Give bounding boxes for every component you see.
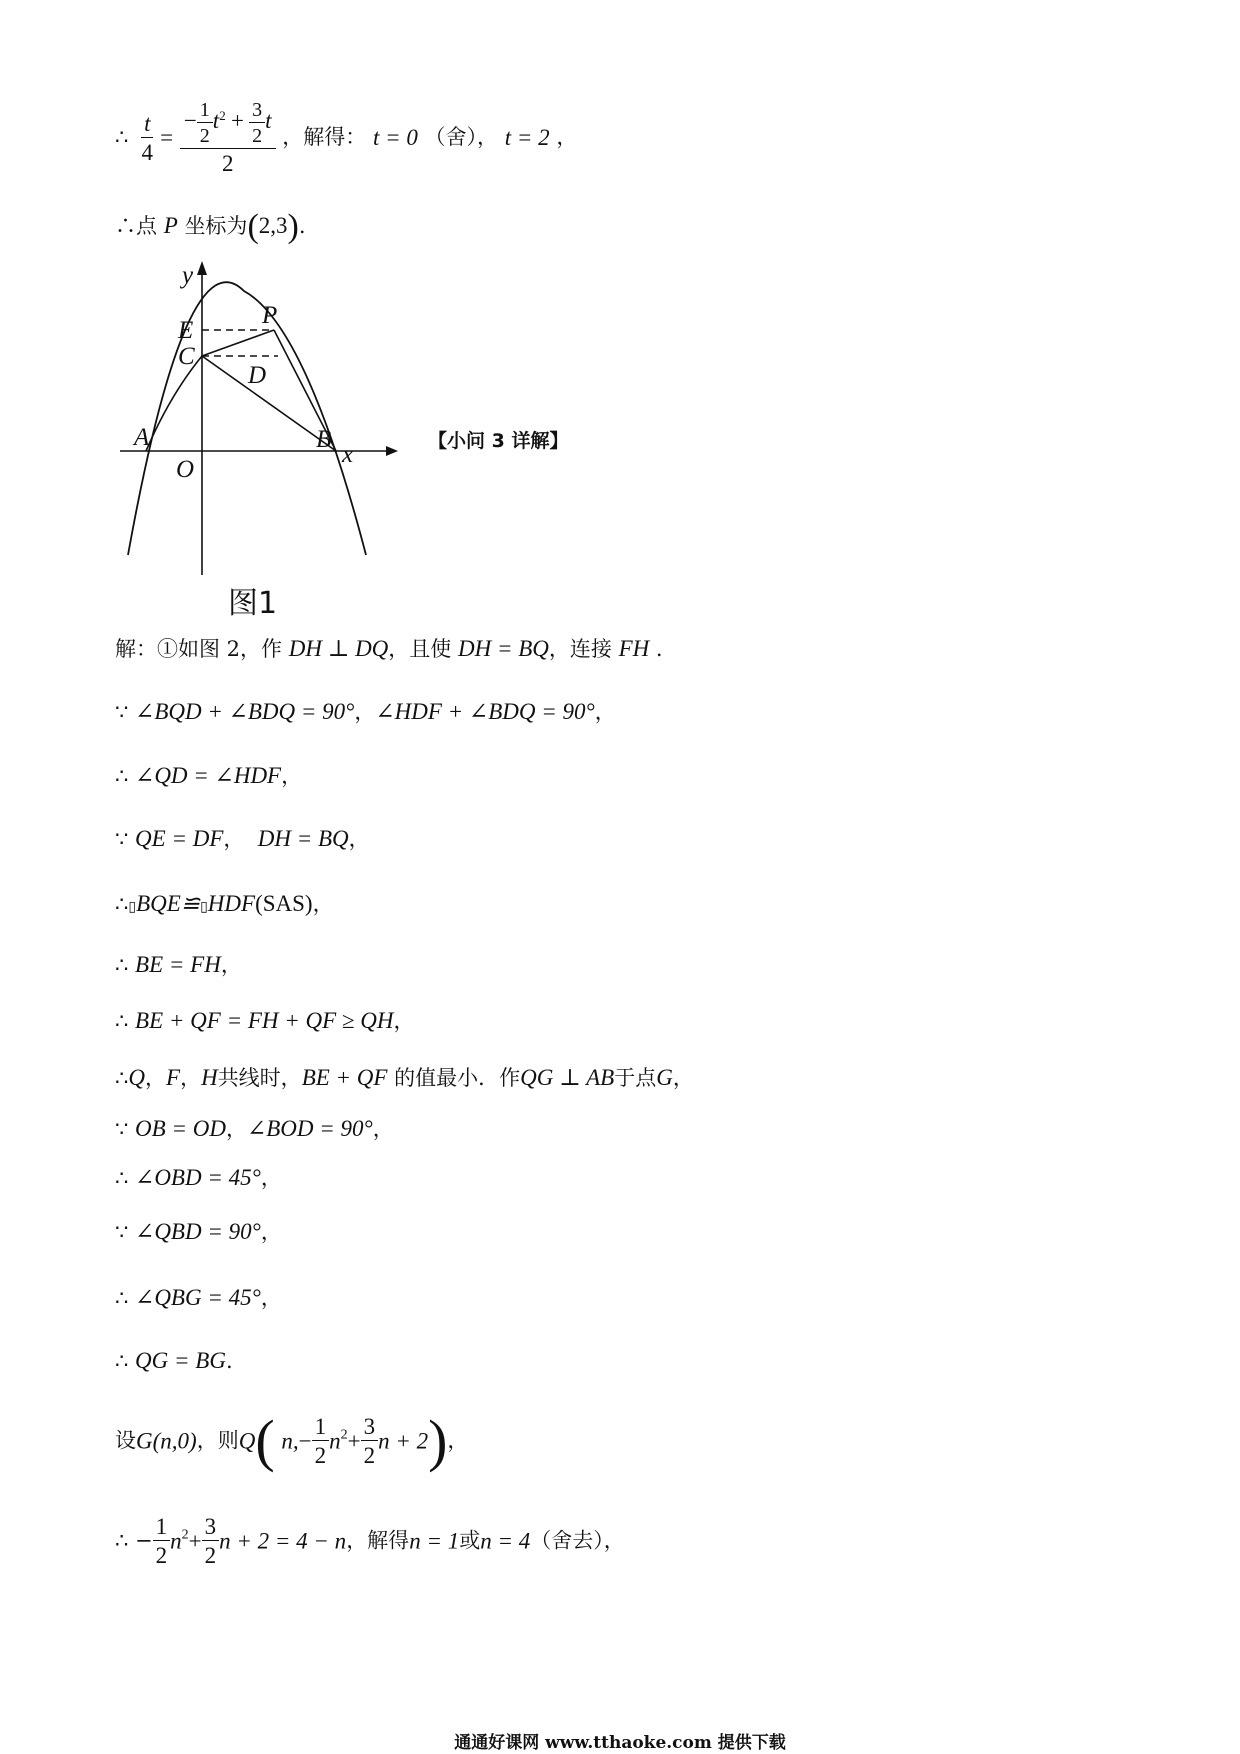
- therefore-symbol: ∴: [115, 125, 129, 149]
- t-var: t: [212, 107, 220, 133]
- solution-2: t = 2: [504, 125, 550, 150]
- math-expr: ∠QBG = 45°: [135, 1285, 261, 1310]
- math-expr: ∠QBD = 90°: [135, 1219, 261, 1244]
- exponent: 2: [181, 1527, 189, 1543]
- figure-1-diagram: [110, 255, 410, 585]
- math-expr: QE = DF: [135, 826, 224, 851]
- label-p: P: [262, 302, 278, 329]
- math-expr: HDF: [207, 891, 256, 916]
- parabola-curve: [128, 282, 366, 555]
- num: 1: [153, 1515, 171, 1541]
- fraction-denominator: 4: [141, 139, 153, 165]
- n-var: n: [329, 1428, 341, 1454]
- n-var: n,: [281, 1428, 299, 1454]
- step-text: ，且使: [388, 637, 458, 661]
- step-12: [115, 1286, 282, 1309]
- math-expr: ∠OBD = 45°: [135, 1165, 261, 1190]
- solution-1: t = 0: [372, 125, 418, 150]
- exponent: 2: [219, 107, 226, 123]
- step-text: 的值最小．作: [387, 1066, 521, 1090]
- coordinate-text: 坐标为: [184, 214, 248, 238]
- solution-n4: n = 4: [480, 1528, 531, 1554]
- step-text: ∵: [115, 700, 136, 724]
- solution-1-note: （舍），: [424, 125, 499, 149]
- three-halves-fraction: [249, 100, 265, 146]
- den: 2: [204, 1543, 217, 1568]
- step-text: 解：①如图 2，作: [115, 637, 289, 661]
- math-expr: BE + QF = FH + QF ≥ QH: [135, 1008, 394, 1033]
- step-10: [115, 1166, 282, 1189]
- step-text: ，: [223, 827, 258, 851]
- therefore-point-text: ∴点: [115, 214, 157, 238]
- equals-sign: =: [160, 125, 174, 150]
- step-text: ，: [145, 1066, 166, 1090]
- step-text: ∴: [115, 1349, 136, 1373]
- line-cp: [202, 330, 274, 356]
- math-expr: H: [201, 1065, 218, 1090]
- fraction-t-over-4: [141, 112, 153, 164]
- step-text: ∴: [115, 1286, 136, 1310]
- math-expr: ∠BOD = 90°: [246, 1116, 373, 1141]
- step-text: ，: [348, 827, 370, 851]
- step-text: ∴: [115, 764, 136, 788]
- three-den: 2: [252, 125, 263, 147]
- num: 1: [312, 1415, 330, 1441]
- den: 2: [363, 1443, 376, 1469]
- step-text: .: [225, 1349, 233, 1373]
- step-text: ，: [594, 700, 616, 724]
- half-den: 2: [199, 125, 210, 147]
- step-13: [115, 1349, 233, 1372]
- math-expr: BE = FH: [135, 952, 221, 977]
- line-end: ，: [556, 125, 578, 149]
- step-text: 于点: [614, 1066, 657, 1090]
- fraction-numerator: t: [141, 112, 153, 138]
- step-text: ，: [260, 1166, 282, 1190]
- step-7: [115, 1009, 415, 1032]
- step-text: ，: [354, 700, 376, 724]
- step-8: [115, 1066, 694, 1089]
- point-q: Q: [238, 1428, 256, 1454]
- right-paren: ): [287, 208, 299, 245]
- step-6: [115, 953, 242, 976]
- math-expr: DH = BQ: [257, 826, 349, 851]
- solve-text: ，解得：: [282, 125, 367, 149]
- label-a: A: [134, 424, 150, 451]
- math-expr: DH = BQ: [457, 636, 549, 661]
- x-axis-arrow: [386, 446, 398, 456]
- label-x: x: [342, 441, 354, 468]
- math-expr: G: [656, 1065, 673, 1090]
- label-d: D: [248, 362, 267, 389]
- step-text: ，: [225, 1117, 247, 1141]
- step-text: ，: [312, 892, 334, 916]
- step-text: .: [649, 637, 663, 661]
- figure-caption: 图1: [228, 586, 278, 621]
- three-num: 3: [249, 100, 265, 123]
- compound-fraction: [180, 100, 276, 175]
- triangle-marker: ▯: [200, 900, 208, 915]
- line-ac: [146, 356, 202, 451]
- step-text: （舍去），: [530, 1528, 625, 1553]
- footer-credit: 通通好课网 www.tthaoke.com 提供下载: [454, 1733, 786, 1753]
- t-var-2: t: [265, 107, 272, 133]
- half-fraction: [312, 1415, 330, 1467]
- label-o: O: [176, 456, 195, 483]
- step-4: [115, 827, 370, 850]
- step-text: ∴: [115, 892, 129, 916]
- step-text: 设: [115, 1428, 136, 1453]
- compound-numerator: − $\frac{1}{2}$ $t^2$ + $\frac{3}{2}$ t: [180, 100, 276, 149]
- period: .: [298, 214, 306, 238]
- math-expr: ∠BQD + ∠BDQ = 90°: [135, 699, 355, 724]
- plus-sign: +: [188, 1528, 202, 1554]
- step-text: ，: [372, 1117, 394, 1141]
- plus-sign: +: [347, 1428, 361, 1454]
- solution-n1: n = 1: [409, 1528, 460, 1554]
- step-text: ，则: [196, 1428, 239, 1453]
- three-halves-fraction: [202, 1515, 220, 1567]
- num: 3: [361, 1415, 379, 1441]
- step-text: ，连接: [548, 637, 619, 661]
- step-text: ∴: [115, 953, 136, 977]
- equation-line-1: [115, 100, 577, 175]
- point-p-line: [115, 210, 306, 244]
- half-num: 1: [197, 100, 213, 123]
- den: 2: [155, 1543, 168, 1568]
- math-expr: (SAS): [255, 891, 313, 916]
- n-var: n: [170, 1528, 182, 1554]
- math-expr: BQE≌: [136, 891, 201, 916]
- step-11: [115, 1220, 282, 1243]
- label-c: C: [178, 343, 195, 370]
- step-text: ∴: [115, 1166, 136, 1190]
- step-text: ，: [220, 953, 242, 977]
- equation-tail: n + 2 = 4 − n: [219, 1528, 347, 1554]
- triangle-marker: ▯: [128, 900, 137, 915]
- step-text: ，: [260, 1220, 282, 1244]
- step-text: ，: [281, 764, 303, 788]
- sub-question-heading: 【小问 3 详解】: [428, 430, 569, 452]
- plus-sign: +: [230, 107, 244, 133]
- compound-denominator: 2: [221, 151, 234, 176]
- math-expr: BE + QF: [301, 1065, 388, 1090]
- three-halves-fraction: [361, 1415, 379, 1467]
- math-expr: F: [166, 1065, 181, 1090]
- half-fraction: [153, 1515, 171, 1567]
- math-expr: ∠QD = ∠HDF: [135, 763, 282, 788]
- point-g: G: [136, 1428, 153, 1454]
- n-tail: n + 2: [378, 1428, 429, 1454]
- step-text: ，: [260, 1286, 282, 1310]
- label-e: E: [178, 317, 194, 344]
- g-coords: (n,0): [152, 1428, 197, 1454]
- math-expr: QG = BG: [135, 1348, 226, 1373]
- step-5: [115, 892, 334, 915]
- math-expr: FH: [618, 636, 650, 661]
- step-9: [115, 1117, 394, 1140]
- step-text: ∴ −: [115, 1528, 153, 1553]
- set-g-line: [115, 1408, 469, 1473]
- step-text: ∵: [115, 1117, 136, 1141]
- point-p: P: [163, 213, 178, 238]
- num: 3: [202, 1515, 220, 1541]
- step-text: ∵: [115, 827, 136, 851]
- step-text: ，: [447, 1428, 469, 1453]
- math-expr: DH ⊥ DQ: [288, 636, 389, 661]
- step-text: ，: [180, 1066, 202, 1090]
- step-2: [115, 700, 616, 723]
- step-text: ∴: [115, 1009, 136, 1033]
- step-1: [115, 637, 663, 660]
- math-expr: OB = OD: [135, 1116, 226, 1141]
- step-text: 共线时，: [217, 1066, 302, 1090]
- solve-n-line: [115, 1515, 625, 1567]
- left-big-paren: (: [255, 1408, 275, 1473]
- step-text: ，解得: [346, 1528, 410, 1553]
- minus-sign: −: [298, 1428, 312, 1454]
- step-3: [115, 764, 302, 787]
- step-text: ，: [672, 1066, 694, 1090]
- math-expr: Q: [128, 1065, 145, 1090]
- half-fraction: [197, 100, 213, 146]
- step-text: ，: [393, 1009, 415, 1033]
- left-paren: (: [247, 208, 259, 245]
- right-big-paren: ): [428, 1408, 448, 1473]
- label-y: y: [182, 262, 194, 289]
- exponent: 2: [340, 1427, 348, 1443]
- den: 2: [314, 1443, 327, 1469]
- y-axis-arrow: [197, 261, 207, 275]
- math-expr: ∠HDF + ∠BDQ = 90°: [375, 699, 595, 724]
- step-text: 或: [459, 1528, 481, 1553]
- step-text: ∵: [115, 1220, 136, 1244]
- label-b: B: [316, 426, 332, 453]
- step-text: ∴: [115, 1066, 129, 1090]
- coordinate-value: 2,3: [258, 213, 288, 238]
- math-expr: QG ⊥ AB: [520, 1065, 615, 1090]
